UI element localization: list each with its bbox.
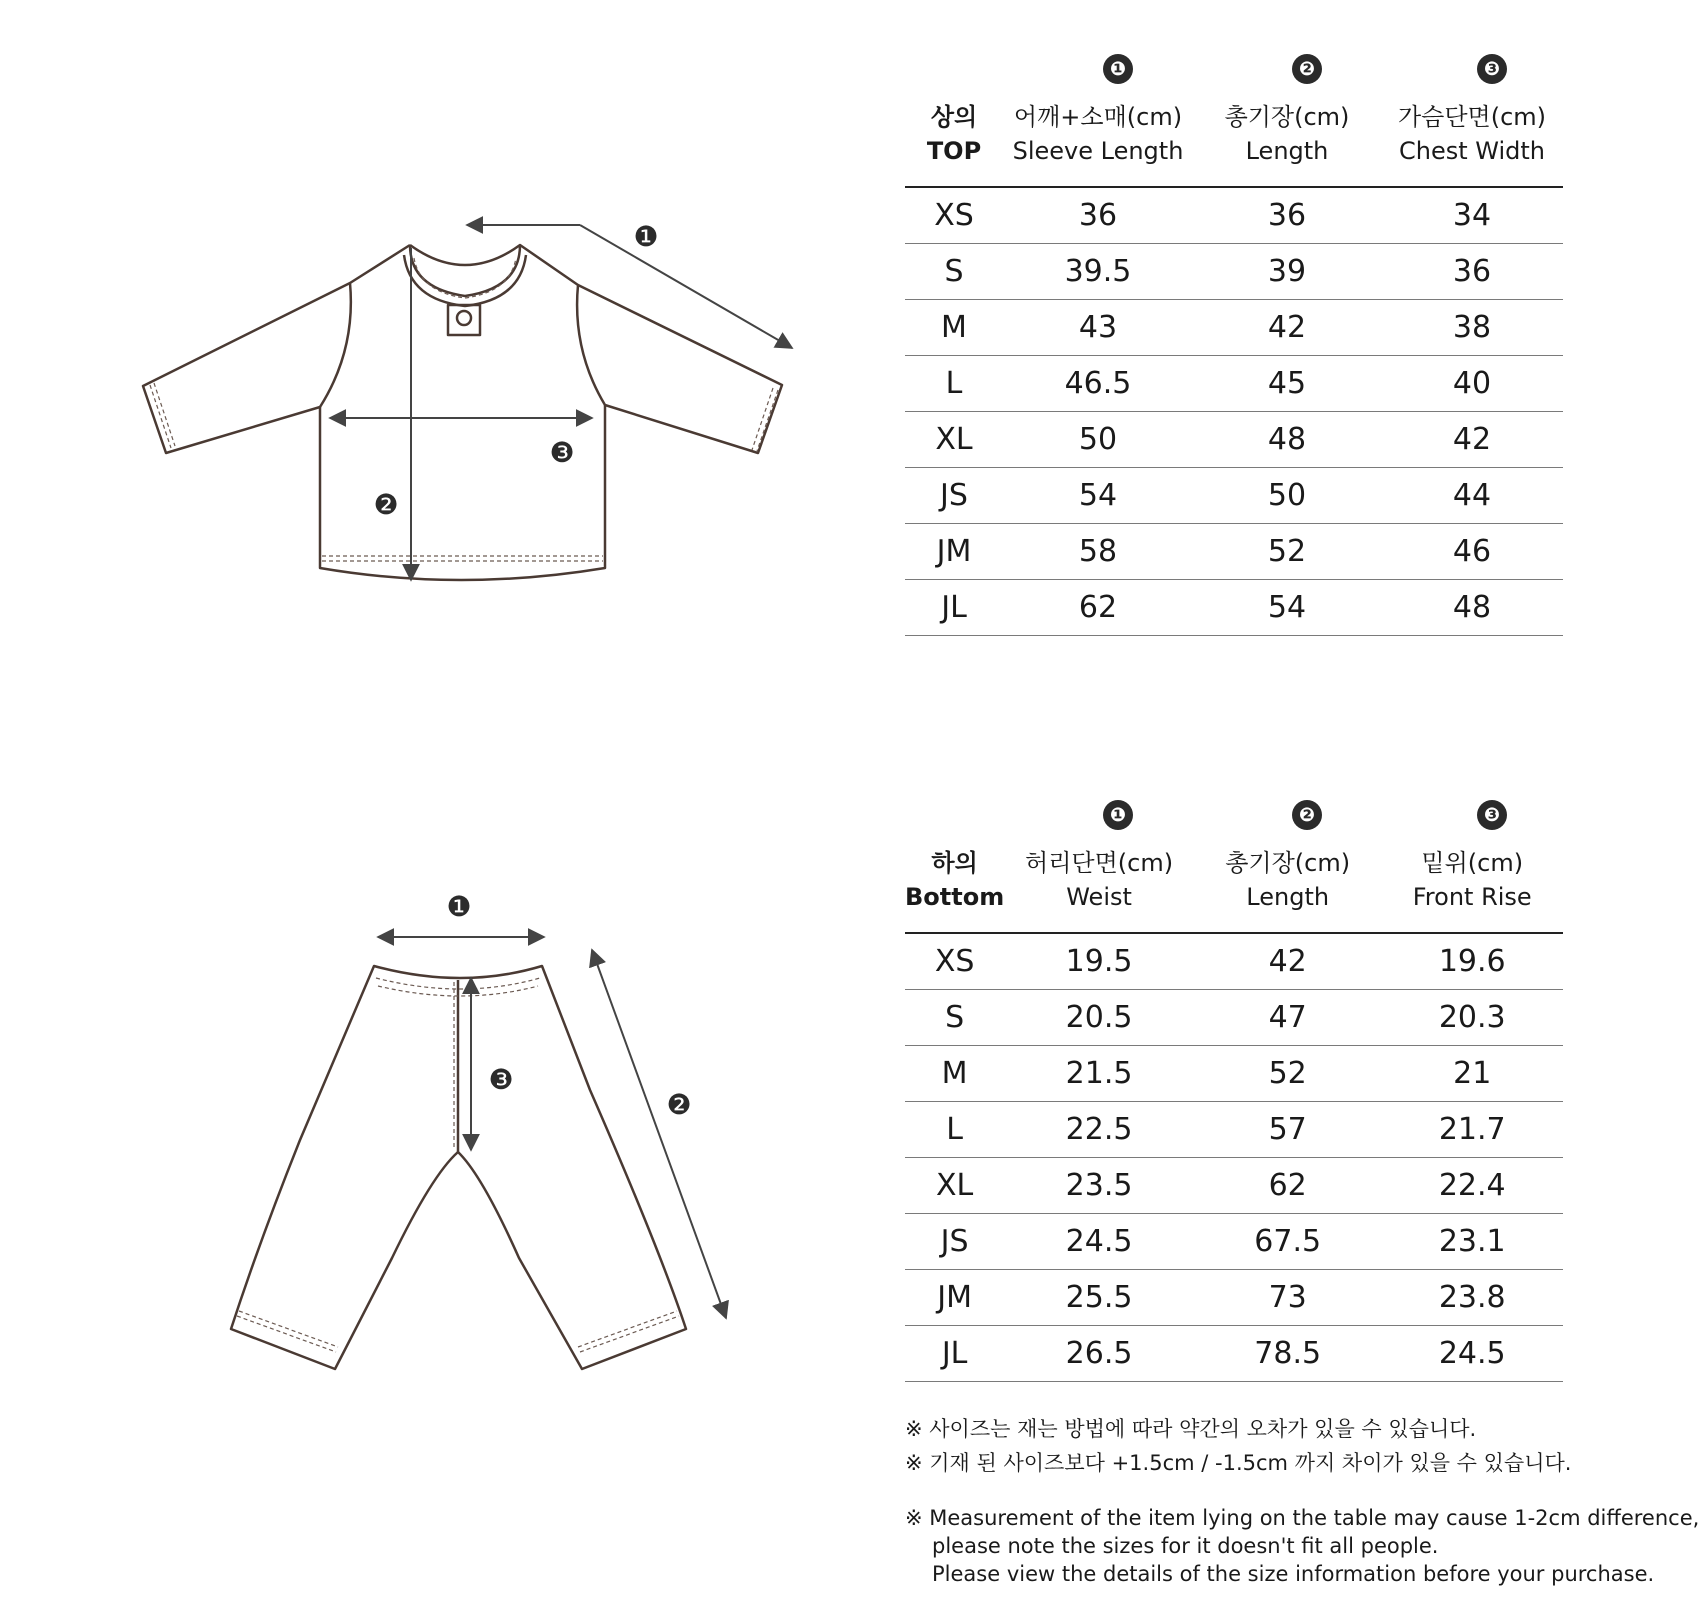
table-row — [905, 1270, 1563, 1326]
bottom-marker-waist: ❶ — [446, 890, 472, 923]
bottom-category-en: Bottom — [905, 883, 1005, 911]
table-cell: 44 — [1381, 468, 1563, 524]
table-cell: 21 — [1381, 1046, 1563, 1102]
table-cell: 73 — [1194, 1270, 1382, 1326]
note-en-line-2: please note the sizes for it doesn't fit all people. — [932, 1534, 1439, 1558]
table-cell: 23.1 — [1381, 1214, 1563, 1270]
table-cell: 40 — [1381, 356, 1563, 412]
table-row — [905, 187, 1563, 244]
table-row — [905, 1158, 1563, 1214]
table-cell: 19.6 — [1381, 933, 1563, 990]
size-label: JL — [905, 580, 1003, 636]
table-cell: 20.3 — [1381, 990, 1563, 1046]
table-cell: 52 — [1193, 524, 1381, 580]
bottom-category-header — [905, 846, 1004, 933]
top-table-header — [905, 100, 1563, 187]
bottom-badge-1: ❶ — [1103, 800, 1133, 830]
table-cell: 62 — [1003, 580, 1193, 636]
top-col-chest-en: Chest Width — [1398, 137, 1545, 165]
size-label: JL — [905, 1326, 1004, 1382]
size-label: S — [905, 244, 1003, 300]
table-cell: 46 — [1381, 524, 1563, 580]
top-category-en: TOP — [926, 137, 982, 165]
table-cell: 34 — [1381, 187, 1563, 244]
table-cell: 42 — [1194, 933, 1382, 990]
table-cell: 52 — [1194, 1046, 1382, 1102]
top-stitch-lines — [150, 258, 778, 561]
note-en — [905, 1504, 1700, 1588]
size-label: S — [905, 990, 1004, 1046]
top-marker-sleeve: ❶ — [633, 220, 659, 253]
table-cell: 21.5 — [1004, 1046, 1194, 1102]
top-column-badges — [905, 54, 1565, 88]
table-row — [905, 468, 1563, 524]
table-cell: 22.5 — [1004, 1102, 1194, 1158]
table-cell: 39 — [1193, 244, 1381, 300]
bottom-badge-3: ❸ — [1477, 800, 1507, 830]
bottom-col-waist-ko: 허리단면(cm) — [1025, 849, 1174, 877]
bottom-table-header — [905, 846, 1563, 933]
top-badge-2: ❷ — [1292, 54, 1322, 84]
table-cell: 54 — [1193, 580, 1381, 636]
top-badge-3: ❸ — [1477, 54, 1507, 84]
table-row — [905, 933, 1563, 990]
table-cell: 58 — [1003, 524, 1193, 580]
bottom-marker-rise: ❸ — [488, 1063, 514, 1096]
bottom-pants-outline — [231, 966, 686, 1369]
table-row — [905, 244, 1563, 300]
size-label: XL — [905, 412, 1003, 468]
size-label: XL — [905, 1158, 1004, 1214]
table-row — [905, 990, 1563, 1046]
top-measure-arrows — [330, 225, 792, 580]
table-cell: 26.5 — [1004, 1326, 1194, 1382]
table-cell: 50 — [1193, 468, 1381, 524]
size-label: JS — [905, 1214, 1004, 1270]
table-cell: 23.5 — [1004, 1158, 1194, 1214]
table-cell: 42 — [1381, 412, 1563, 468]
top-shirt-outline — [143, 245, 782, 580]
table-row — [905, 1326, 1563, 1382]
top-col-sleeve-header — [1003, 100, 1193, 187]
bottom-category-ko: 하의 — [931, 849, 978, 877]
table-cell: 47 — [1194, 990, 1382, 1046]
table-cell: 42 — [1193, 300, 1381, 356]
table-row — [905, 1046, 1563, 1102]
table-cell: 23.8 — [1381, 1270, 1563, 1326]
table-cell: 25.5 — [1004, 1270, 1194, 1326]
bottom-col-rise-header — [1381, 846, 1563, 933]
top-marker-length: ❷ — [373, 488, 399, 521]
size-label: JM — [905, 524, 1003, 580]
bottom-column-badges — [905, 800, 1565, 834]
table-cell: 48 — [1381, 580, 1563, 636]
table-cell: 19.5 — [1004, 933, 1194, 990]
top-category-header — [905, 100, 1003, 187]
table-cell: 36 — [1381, 244, 1563, 300]
bottom-col-waist-header — [1004, 846, 1194, 933]
size-notes — [905, 1412, 1700, 1588]
bottom-marker-length: ❷ — [666, 1088, 692, 1121]
table-cell: 48 — [1193, 412, 1381, 468]
table-row — [905, 1214, 1563, 1270]
table-cell: 67.5 — [1194, 1214, 1382, 1270]
top-marker-chest: ❸ — [549, 436, 575, 469]
size-label: XS — [905, 187, 1003, 244]
top-col-length-en: Length — [1245, 137, 1329, 165]
table-cell: 36 — [1193, 187, 1381, 244]
top-col-length-header — [1193, 100, 1381, 187]
note-ko-1: ※ 사이즈는 재는 방법에 따라 약간의 오차가 있을 수 있습니다. — [905, 1417, 1477, 1441]
bottom-col-waist-en: Weist — [1066, 883, 1132, 911]
table-row — [905, 1102, 1563, 1158]
note-ko-2: ※ 기재 된 사이즈보다 +1.5cm / -1.5cm 까지 차이가 있을 수 있습니다. — [905, 1451, 1572, 1475]
table-cell: 24.5 — [1381, 1326, 1563, 1382]
table-cell: 39.5 — [1003, 244, 1193, 300]
table-row — [905, 300, 1563, 356]
note-en-line-3: Please view the details of the size information before your purchase. — [932, 1562, 1655, 1586]
table-cell: 21.7 — [1381, 1102, 1563, 1158]
table-cell: 50 — [1003, 412, 1193, 468]
top-badge-1: ❶ — [1103, 54, 1133, 84]
note-en-line-1: ※ Measurement of the item lying on the table may cause 1-2cm difference, — [905, 1506, 1700, 1530]
table-row — [905, 356, 1563, 412]
table-cell: 38 — [1381, 300, 1563, 356]
size-label: L — [905, 1102, 1004, 1158]
top-col-length-ko: 총기장(cm) — [1224, 103, 1350, 131]
top-size-table — [905, 100, 1563, 636]
bottom-col-length-en: Length — [1246, 883, 1330, 911]
size-label: M — [905, 300, 1003, 356]
size-label: JS — [905, 468, 1003, 524]
table-cell: 43 — [1003, 300, 1193, 356]
bottom-col-rise-ko: 밑위(cm) — [1421, 849, 1524, 877]
table-cell: 45 — [1193, 356, 1381, 412]
table-cell: 36 — [1003, 187, 1193, 244]
table-cell: 57 — [1194, 1102, 1382, 1158]
table-cell: 54 — [1003, 468, 1193, 524]
bottom-col-length-header — [1194, 846, 1382, 933]
top-category-ko: 상의 — [930, 103, 978, 131]
table-cell: 46.5 — [1003, 356, 1193, 412]
bottom-badge-2: ❷ — [1292, 800, 1322, 830]
top-col-chest-ko: 가슴단면(cm) — [1397, 103, 1547, 131]
bottom-col-length-ko: 총기장(cm) — [1225, 849, 1351, 877]
size-label: L — [905, 356, 1003, 412]
table-cell: 22.4 — [1381, 1158, 1563, 1214]
table-row — [905, 412, 1563, 468]
table-row — [905, 580, 1563, 636]
bottom-size-table — [905, 846, 1563, 1382]
top-col-sleeve-ko: 어깨+소매(cm) — [1013, 103, 1183, 131]
table-cell: 24.5 — [1004, 1214, 1194, 1270]
table-row — [905, 524, 1563, 580]
top-garment-diagram — [0, 0, 880, 640]
size-label: M — [905, 1046, 1004, 1102]
top-col-sleeve-en: Sleeve Length — [1012, 137, 1184, 165]
table-cell: 20.5 — [1004, 990, 1194, 1046]
table-cell: 78.5 — [1194, 1326, 1382, 1382]
table-cell: 62 — [1194, 1158, 1382, 1214]
top-col-chest-header — [1381, 100, 1563, 187]
size-label: XS — [905, 933, 1004, 990]
bottom-garment-diagram — [0, 860, 880, 1420]
size-label: JM — [905, 1270, 1004, 1326]
bottom-measure-markers — [446, 890, 691, 1121]
bottom-col-rise-en: Front Rise — [1412, 883, 1532, 911]
